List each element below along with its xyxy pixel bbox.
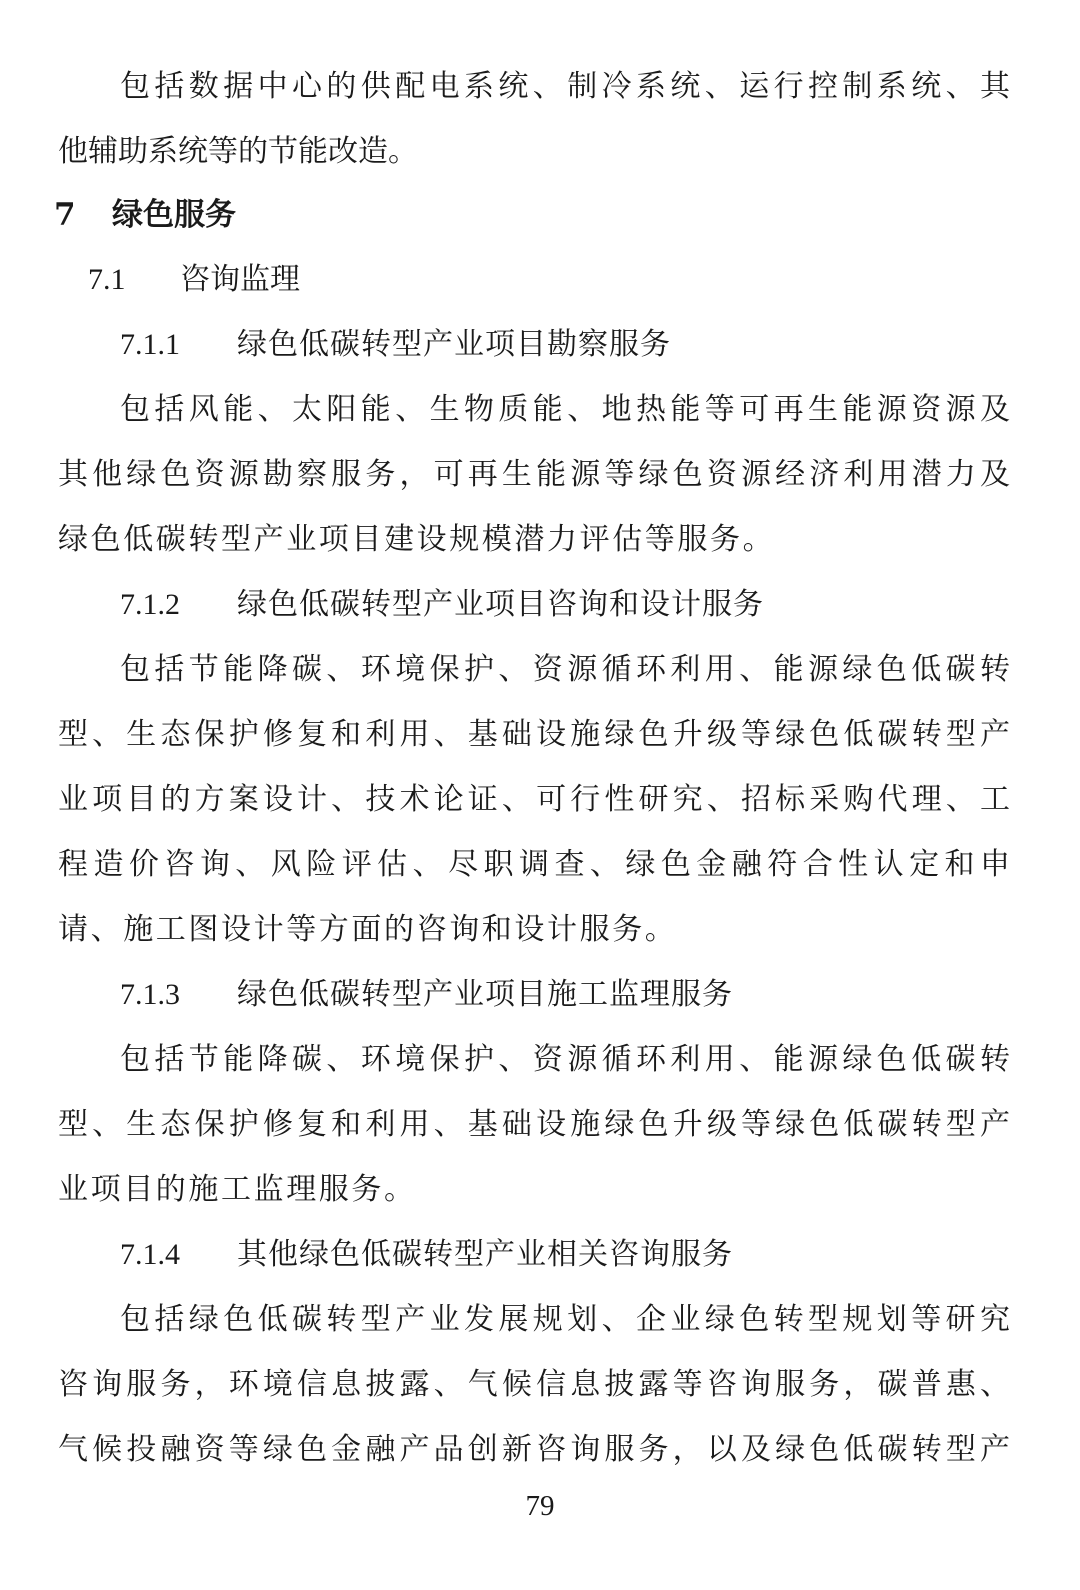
paragraph-line: 业项目的施工监理服务。 [58, 1172, 417, 1207]
section-number: 7.1.2 [120, 588, 180, 621]
paragraph-line: 包括节能降碳、环境保护、资源循环利用、能源绿色低碳转 [120, 652, 1010, 687]
section-title: 绿色低碳转型产业项目勘察服务 [237, 327, 671, 362]
section-heading-7-1-1 [120, 320, 671, 370]
section-heading-7-1-2 [120, 580, 764, 630]
section-heading-7 [54, 190, 236, 240]
section-number: 7.1 [88, 263, 126, 296]
paragraph-line: 型、生态保护修复和利用、基础设施绿色升级等绿色低碳转型产 [58, 1107, 1010, 1142]
paragraph-line: 包括节能降碳、环境保护、资源循环利用、能源绿色低碳转 [120, 1042, 1010, 1077]
section-heading-7-1-4 [120, 1230, 733, 1280]
section-title: 绿色低碳转型产业项目施工监理服务 [237, 977, 733, 1012]
section-number: 7 [54, 197, 76, 233]
paragraph-line: 绿色低碳转型产业项目建设规模潜力评估等服务。 [58, 522, 776, 557]
paragraph-line: 他辅助系统等的节能改造。 [58, 134, 418, 169]
paragraph-line: 请、施工图设计等方面的咨询和设计服务。 [58, 912, 678, 947]
paragraph-line: 包括数据中心的供配电系统、制冷系统、运行控制系统、其 [120, 69, 1010, 104]
paragraph-line: 型、生态保护修复和利用、基础设施绿色升级等绿色低碳转型产 [58, 717, 1010, 752]
section-heading-7-1-3 [120, 970, 733, 1020]
section-number: 7.1.1 [120, 328, 180, 361]
paragraph-line: 包括绿色低碳转型产业发展规划、企业绿色转型规划等研究 [120, 1302, 1010, 1337]
page-number: 79 [525, 1490, 555, 1522]
paragraph-line: 程造价咨询、风险评估、尽职调查、绿色金融符合性认定和申 [58, 847, 1010, 882]
section-number: 7.1.3 [120, 978, 180, 1011]
paragraph-line: 气候投融资等绿色金融产品创新咨询服务，以及绿色低碳转型产 [58, 1432, 1010, 1467]
section-number: 7.1.4 [120, 1238, 180, 1271]
section-title: 其他绿色低碳转型产业相关咨询服务 [237, 1237, 733, 1272]
paragraph-line: 咨询服务，环境信息披露、气候信息披露等咨询服务，碳普惠、 [58, 1367, 1010, 1402]
section-heading-7-1 [88, 255, 300, 305]
paragraph-line: 其他绿色资源勘察服务，可再生能源等绿色资源经济利用潜力及 [58, 457, 1010, 492]
section-title: 绿色服务 [112, 197, 236, 233]
section-title: 绿色低碳转型产业项目咨询和设计服务 [237, 587, 764, 622]
paragraph-line: 业项目的方案设计、技术论证、可行性研究、招标采购代理、工 [58, 782, 1010, 817]
section-title: 咨询监理 [180, 262, 300, 297]
paragraph-line: 包括风能、太阳能、生物质能、地热能等可再生能源资源及 [120, 392, 1010, 427]
